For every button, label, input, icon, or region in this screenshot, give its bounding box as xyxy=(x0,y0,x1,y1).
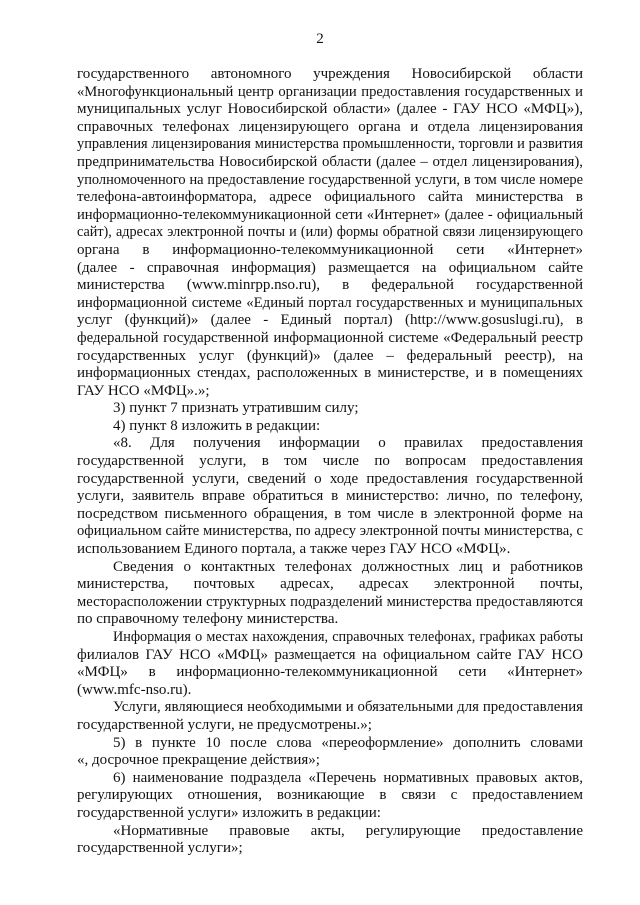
text-line: 6) наименование подраздела «Перечень нормативных правовых актов, xyxy=(113,769,583,786)
paragraph xyxy=(77,435,583,558)
text-line: «МФЦ» в информационно-телекоммуникационной сети «Интернет» xyxy=(77,664,583,681)
paragraph xyxy=(77,400,583,418)
text-line: (далее - справочная информация) размещается на официальном сайте xyxy=(77,259,583,276)
text-line: министерства, почтовых адресах, адресах электронной почты, xyxy=(77,576,583,593)
text-line: информационной системе «Единый портал государственных и муниципальных xyxy=(77,294,583,311)
text-line: управления лицензирования министерства промышленности, торговли и развития xyxy=(77,136,583,153)
text-line: «8. Для получения информации о правилах предоставления xyxy=(113,435,583,452)
text-line: Услуги, являющиеся необходимыми и обязательными для предоставления xyxy=(113,699,583,716)
paragraph xyxy=(77,735,583,770)
text-line: федеральной государственной информационной системе «Федеральный реестр xyxy=(77,329,583,346)
text-line: Информация о местах нахождения, справочных телефонах, графиках работы xyxy=(113,629,583,645)
text-line: телефона-автоинформатора, адресе официального сайта министерства в xyxy=(77,189,583,206)
text-line: муниципальных услуг Новосибирской области» (далее - ГАУ НСО «МФЦ»), xyxy=(77,101,583,118)
paragraph xyxy=(77,418,583,436)
text-line: 5) в пункте 10 после слова «переоформление» дополнить словами xyxy=(113,734,583,751)
text-line: 4) пункт 8 изложить в редакции: xyxy=(113,417,321,434)
text-line: государственной услуги, не предусмотрены.»; xyxy=(77,716,372,733)
paragraph xyxy=(77,629,583,699)
text-line: справочных телефонах лицензирующего органа и отдела лицензирования xyxy=(77,118,583,135)
text-line: информационных стендах, расположенных в министерстве, и в помещениях xyxy=(77,365,583,382)
text-line: услуг (функций)» (далее - Единый портал) (http://www.gosuslugi.ru), в xyxy=(77,312,583,329)
text-line: министерства (www.minrpp.nso.ru), в федеральной государственной xyxy=(77,277,583,294)
paragraph xyxy=(77,823,583,858)
text-line: посредством письменного обращения, в том числе в электронной форме на xyxy=(77,505,583,522)
text-line: услуги, заявитель вправе обратиться в министерство: лично, по телефону, xyxy=(77,488,583,505)
text-line: сайт), адресах электронной почты и (или) формы обратной связи лицензирующего xyxy=(77,224,583,241)
text-line: (www.mfc-nso.ru). xyxy=(77,681,192,698)
text-line: «, досрочное прекращение действия»; xyxy=(77,752,320,769)
paragraph xyxy=(77,699,583,734)
text-line: государственной услуги»; xyxy=(77,840,243,857)
text-line: «Нормативные правовые акты, регулирующие предоставление xyxy=(113,822,583,839)
text-line: государственного автономного учреждения Новосибирской области xyxy=(77,66,583,82)
text-line: органа в информационно-телекоммуникационной сети «Интернет» xyxy=(77,241,583,258)
text-line: предпринимательства Новосибирской области (далее – отдел лицензирования), xyxy=(77,153,583,170)
text-line: информационно-телекоммуникационной сети «Интернет» (далее - официальный xyxy=(77,206,583,223)
paragraph xyxy=(77,770,583,823)
paragraph xyxy=(77,66,583,400)
text-line: государственных услуг (функций)» (далее – федеральный реестр), на xyxy=(77,347,583,364)
text-line: использованием Единого портала, а также через ГАУ НСО «МФЦ». xyxy=(77,541,511,558)
text-line: ГАУ НСО «МФЦ».»; xyxy=(77,382,210,399)
text-line: уполномоченного на предоставление государственной услуги, в том числе номере xyxy=(77,171,583,188)
text-line: 3) пункт 7 признать утратившим силу; xyxy=(113,400,359,417)
text-line: Сведения о контактных телефонах должностных лиц и работников xyxy=(113,558,583,575)
page-number: 2 xyxy=(316,31,324,47)
text-line: «Многофункциональный центр организации предоставления государственных и xyxy=(77,83,583,100)
text-line: государственной услуги, сведений о ходе предоставления государственной xyxy=(77,470,583,487)
text-line: месторасположении структурных подразделений министерства предоставляются xyxy=(77,593,583,610)
text-line: по справочному телефону министерства. xyxy=(77,611,339,628)
text-line: государственной услуги» изложить в редакции: xyxy=(77,804,381,821)
text-line: государственной услуги, в том числе по вопросам предоставления xyxy=(77,453,583,470)
text-line: филиалов ГАУ НСО «МФЦ» размещается на официальном сайте ГАУ НСО xyxy=(77,646,583,663)
text-line: регулирующих отношения, возникающие в связи с предоставлением xyxy=(77,787,583,804)
document-body xyxy=(77,66,583,858)
paragraph xyxy=(77,559,583,629)
text-line: официальном сайте министерства, по адресу электронной почты министерства, с xyxy=(77,523,583,540)
